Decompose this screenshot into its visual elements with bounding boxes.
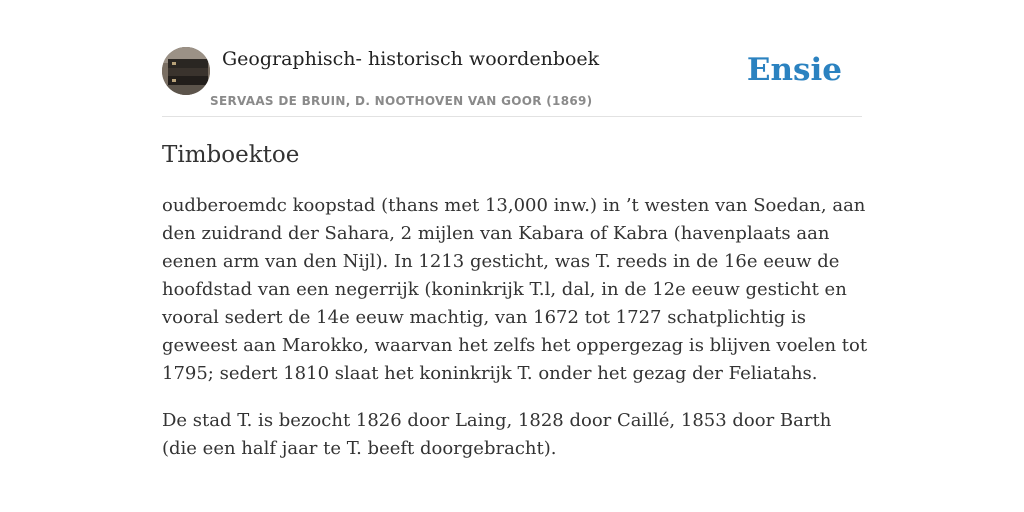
entry-paragraph: De stad T. is bezocht 1826 door Laing, 1828 door Caillé, 1853 door Barth (die een half jaar te T. beeft doorgebracht).	[162, 410, 832, 459]
entry-content	[162, 192, 868, 482]
book-cover-icon[interactable]	[162, 47, 210, 95]
source-header	[162, 46, 862, 117]
book-author-meta: SERVAAS DE BRUIN, D. NOOTHOVEN VAN GOOR (1869)	[210, 94, 593, 108]
entry-title: Timboektoe	[162, 142, 300, 168]
entry-paragraph: oudberoemdc koopstad (thans met 13,000 inw.) in ’t westen van Soedan, aan den zuidrand der Sahara, 2 mijlen van Kabara of Kabra (havenplaats aan eenen arm van den Nijl). In 1213 gesticht, was T. reeds in de 16e eeuw de hoofdstad van een negerrijk (koninkrijk T.l, dal, in de 12e eeuw gesticht en vooral sedert de 14e eeuw machtig, van 1672 tot 1727 schatplichtig is geweest aan Marokko, waarvan het zelfs het oppergezag is blijven voelen tot 1795; sedert 1810 slaat het koninkrijk T. onder het gezag der Feliatahs.	[162, 195, 868, 384]
brand-logo[interactable]: Ensie	[746, 52, 842, 88]
book-title[interactable]: Geographisch- historisch woordenboek	[222, 48, 600, 70]
